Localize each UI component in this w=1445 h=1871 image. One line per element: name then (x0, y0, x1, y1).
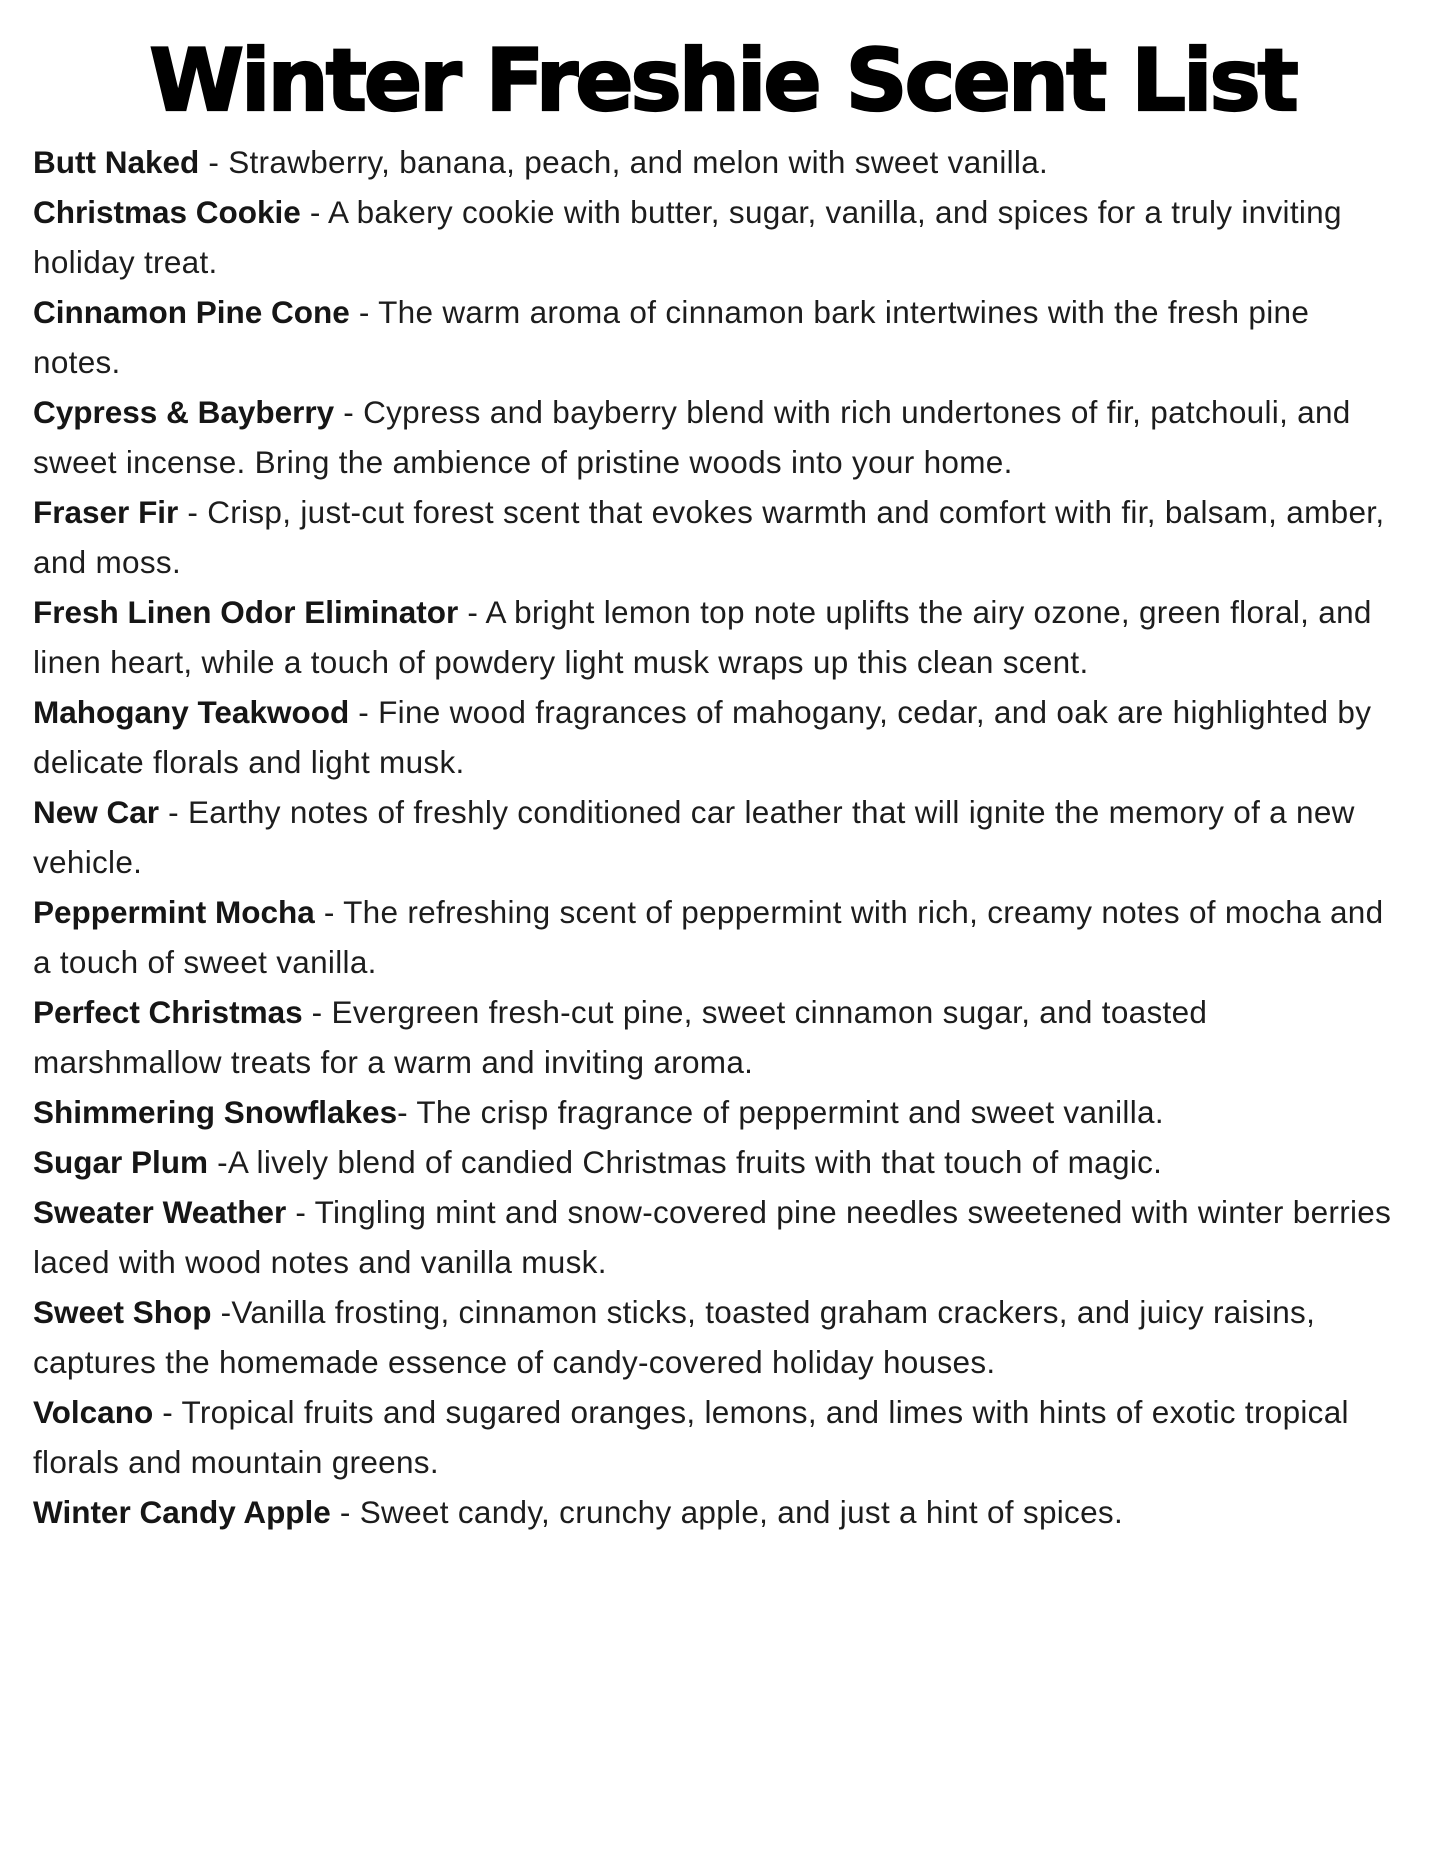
page-title: Winter Freshie Scent List (149, 31, 1296, 131)
scent-name: Sugar Plum (33, 1143, 209, 1180)
scent-separator: - (349, 293, 379, 330)
scent-list-item (33, 387, 1403, 487)
scent-separator: - (314, 893, 344, 930)
scent-name: Fresh Linen Odor Eliminator (33, 593, 459, 630)
scent-description: Evergreen fresh-cut pine, sweet cinnamon sugar, and toasted marshmallow treats for a warm and inviting aroma. (33, 993, 1208, 1080)
scent-name: Perfect Christmas (33, 993, 303, 1030)
scent-description: A bakery cookie with butter, sugar, vanilla, and spices for a truly inviting holiday treat. (33, 193, 1342, 280)
scent-description: Crisp, just-cut forest scent that evokes warmth and comfort with fir, balsam, amber, and moss. (33, 493, 1385, 580)
scent-description: Sweet candy, crunchy apple, and just a hint of spices. (359, 1493, 1124, 1530)
scent-name: Cypress & Bayberry (33, 393, 335, 430)
scent-description: The warm aroma of cinnamon bark intertwines with the fresh pine notes. (33, 293, 1310, 380)
scent-list-item (33, 787, 1403, 887)
scent-name: Volcano (33, 1393, 154, 1430)
scent-name: Butt Naked (33, 143, 200, 180)
scent-list-item (33, 587, 1403, 687)
scent-description: Earthy notes of freshly conditioned car leather that will ignite the memory of a new vehicle. (33, 793, 1355, 880)
scent-list-item (33, 1287, 1403, 1387)
scent-list (33, 137, 1403, 1537)
scent-description: The crisp fragrance of peppermint and sweet vanilla. (416, 1093, 1164, 1130)
scent-list-item (33, 1187, 1403, 1287)
scent-separator: - (208, 1143, 228, 1180)
scent-list-item (33, 1137, 1403, 1187)
scent-separator: - (458, 593, 486, 630)
scent-separator: - (330, 1493, 360, 1530)
scent-separator: - (349, 693, 379, 730)
scent-separator: - (302, 993, 332, 1030)
scent-separator: - (178, 493, 208, 530)
scent-list-item (33, 987, 1403, 1087)
scent-description: Cypress and bayberry blend with rich undertones of fir, patchouli, and sweet incense. Bring the ambience of pristine woods into your home. (33, 393, 1351, 480)
scent-list-item (33, 1487, 1403, 1537)
scent-separator: - (199, 143, 229, 180)
scent-description: Vanilla frosting, cinnamon sticks, toasted graham crackers, and juicy raisins, captures the homemade essence of candy-covered holiday houses. (33, 1293, 1316, 1380)
scent-name: Sweet Shop (33, 1293, 212, 1330)
scent-description: A bright lemon top note uplifts the airy ozone, green floral, and linen heart, while a touch of powdery light musk wraps up this clean scent. (33, 593, 1372, 680)
scent-list-item (33, 1087, 1403, 1137)
scent-list-item (33, 137, 1403, 187)
scent-name: Sweater Weather (33, 1193, 287, 1230)
scent-separator: - (211, 1293, 232, 1330)
scent-separator: - (300, 193, 328, 230)
scent-separator: - (159, 793, 188, 830)
scent-name: Winter Candy Apple (33, 1493, 331, 1530)
scent-list-item (33, 687, 1403, 787)
scent-separator: - (286, 1193, 315, 1230)
scent-description: Fine wood fragrances of mahogany, cedar, and oak are highlighted by delicate florals and light musk. (33, 693, 1372, 780)
scent-name: Mahogany Teakwood (33, 693, 350, 730)
scent-separator: - (153, 1393, 182, 1430)
scent-list-item (33, 487, 1403, 587)
scent-name: Cinnamon Pine Cone (33, 293, 350, 330)
scent-name: Peppermint Mocha (33, 893, 315, 930)
scent-name: Shimmering Snowflakes (33, 1093, 398, 1130)
scent-description: Tropical fruits and sugared oranges, lemons, and limes with hints of exotic tropical florals and mountain greens. (33, 1393, 1349, 1480)
scent-list-item (33, 187, 1403, 287)
scent-list-item (33, 1387, 1403, 1487)
scent-separator: - (397, 1093, 417, 1130)
scent-name: New Car (33, 793, 160, 830)
scent-separator: - (334, 393, 364, 430)
scent-list-item (33, 887, 1403, 987)
scent-list-item (33, 287, 1403, 387)
scent-description: Tingling mint and snow-covered pine needles sweetened with winter berries laced with wood notes and vanilla musk. (33, 1193, 1392, 1280)
scent-description: The refreshing scent of peppermint with rich, creamy notes of mocha and a touch of sweet vanilla. (33, 893, 1384, 980)
scent-description: Strawberry, banana, peach, and melon with sweet vanilla. (228, 143, 1049, 180)
scent-name: Christmas Cookie (33, 193, 301, 230)
scent-name: Fraser Fir (33, 493, 179, 530)
scent-description: A lively blend of candied Christmas fruits with that touch of magic. (227, 1143, 1163, 1180)
